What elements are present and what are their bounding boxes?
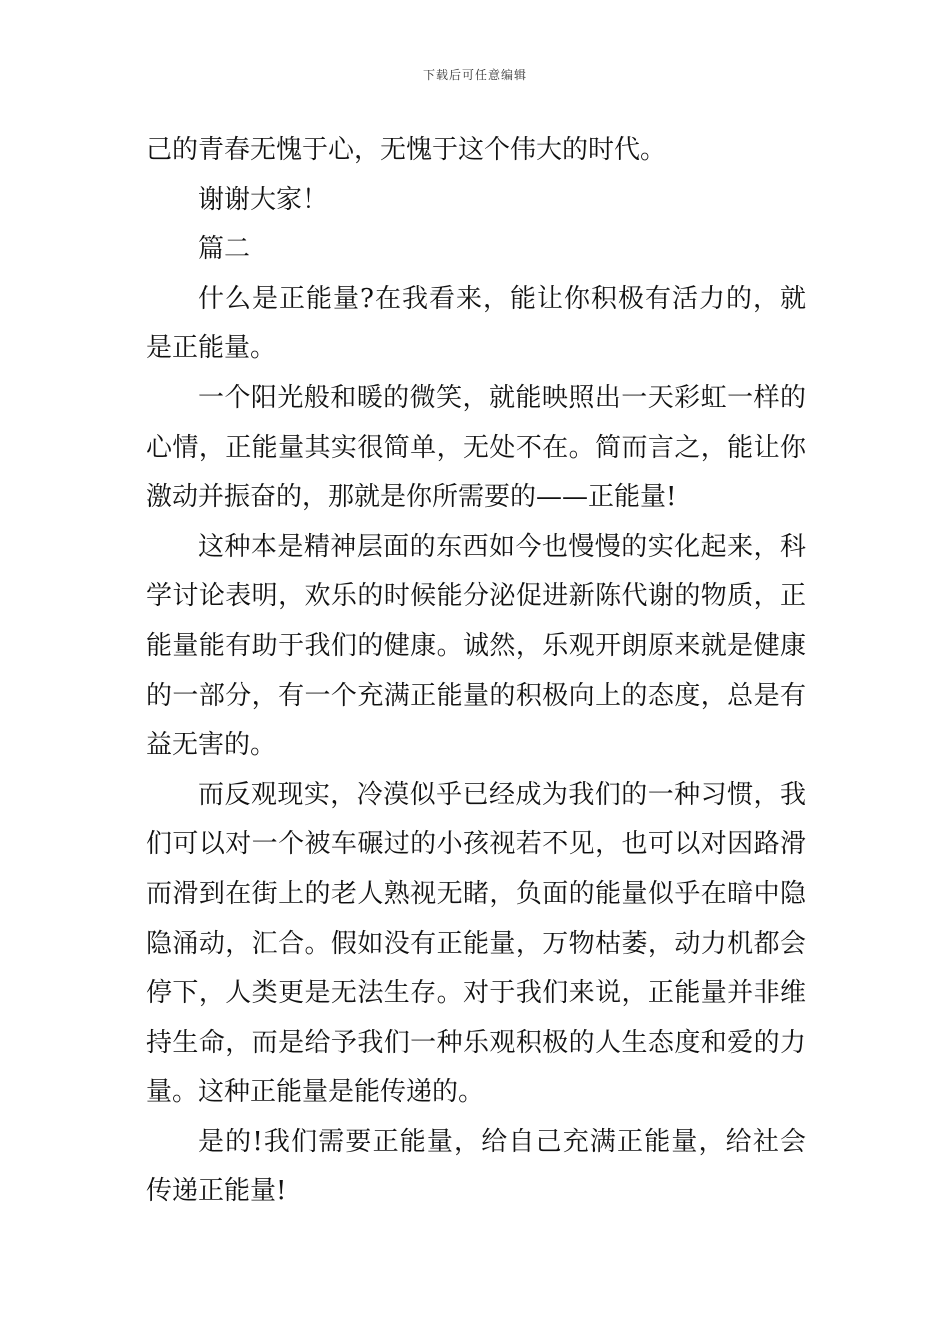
paragraph: 谢谢大家！ [198, 184, 329, 215]
paragraph: 己的青春无愧于心，无愧于这个伟大的时代。 [146, 135, 667, 165]
paragraph: 什么是正能量?在我看来，能让你积极有活力的，就是正能量。 [146, 283, 806, 364]
paragraph: 是的!我们需要正能量，给自己充满正能量，给社会传递正能量! [146, 1126, 806, 1207]
section-heading: 篇二 [198, 234, 251, 265]
paragraph: 一个阳光般和暖的微笑，就能映照出一天彩虹一样的心情，正能量其实很简单，无处不在。简而言之，能让你激动并振奋的，那就是你所需要的——正能量! [146, 382, 806, 513]
document-body [146, 126, 806, 1217]
paragraph: 这种本是精神层面的东西如今也慢慢的实化起来，科学讨论表明，欢乐的时候能分泌促进新陈代谢的物质，正能量能有助于我们的健康。诚然，乐观开朗原来就是健康的一部分，有一个充满正能量的积极向上的态度，总是有益无害的。 [146, 531, 806, 761]
paragraph: 而反观现实，冷漠似乎已经成为我们的一种习惯，我们可以对一个被车碾过的小孩视若不见，也可以对因路滑而滑到在街上的老人熟视无睹，负面的能量似乎在暗中隐隐涌动，汇合。假如没有正能量，万物枯萎，动力机都会停下，人类更是无法生存。对于我们来说，正能量并非维持生命，而是给予我们一种乐观积极的人生态度和爱的力量。这种正能量是能传递的。 [146, 779, 806, 1108]
page-header: 下载后可任意编辑 [422, 68, 527, 82]
